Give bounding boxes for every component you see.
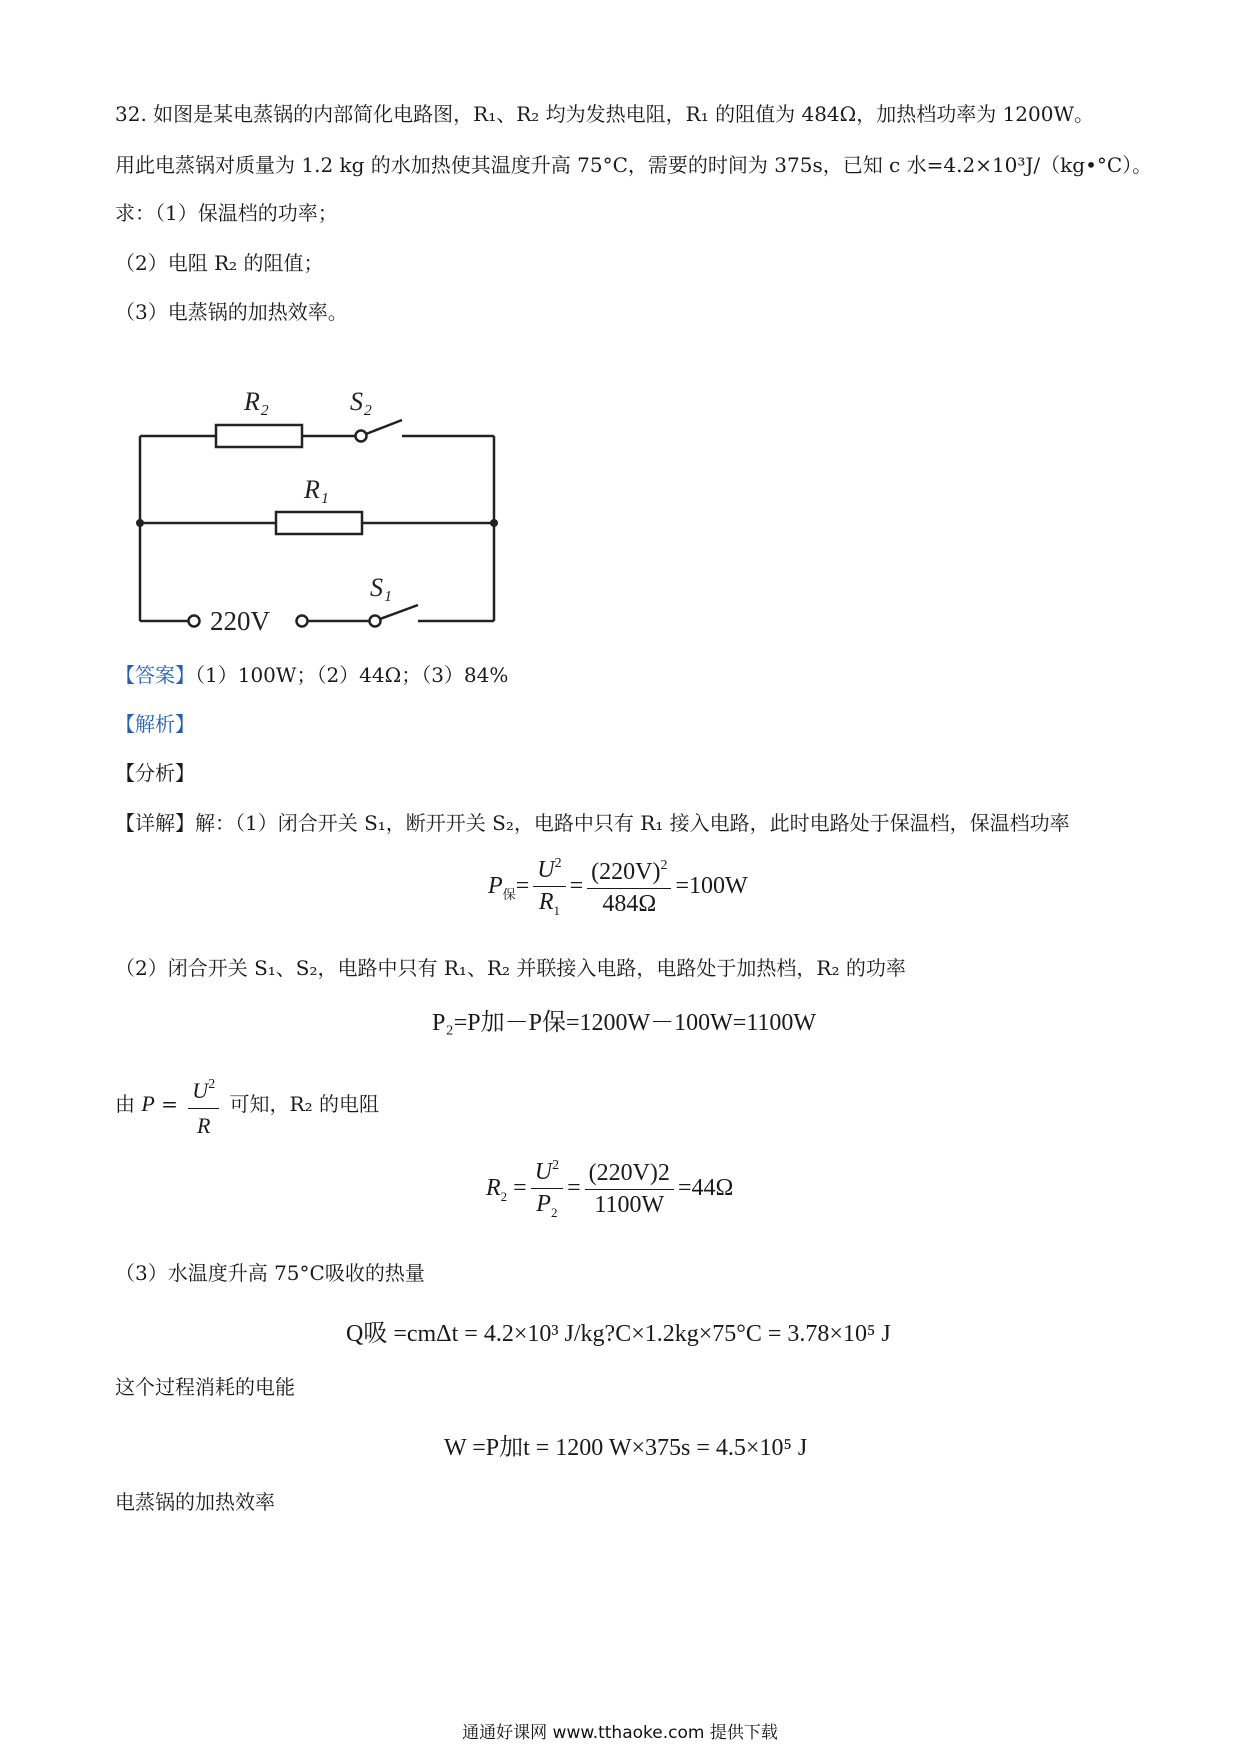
f4-lhs-sub: 2 [500, 1189, 508, 1205]
question-number: 32. [115, 102, 147, 126]
formula-heat-absorbed: Q吸 =cmΔt = 4.2×10³ J/kg?C×1.2kg×75°C = 3.78×10⁵ J [346, 1321, 891, 1347]
switch-s1-blade [380, 605, 418, 619]
question-line-1 [115, 99, 1094, 129]
f4-fraction-2: $\frac{(220V)2}{1100W}$ [585, 1160, 674, 1219]
detail-line-3: 由 P = $\frac{U^2}{R}$ 可知，R₂ 的电阻 [115, 1070, 379, 1130]
f1-lhs: P [488, 873, 503, 900]
footer-watermark: 通通好课网 www.tthaoke.com 提供下载 [462, 1723, 778, 1743]
f3-p: P [141, 1091, 155, 1116]
question-sub-1: 求：（1）保温档的功率； [115, 201, 338, 225]
f1-lhs-sub: 保 [502, 887, 516, 903]
source-terminal-left [189, 616, 200, 627]
source-terminal-right [297, 616, 308, 627]
label-s1: S₁ [370, 573, 393, 602]
f4-fraction-1: $\frac{U^2}{P_2}$ [531, 1158, 563, 1221]
label-s2: S₂ [350, 387, 373, 416]
f4-lhs: R [486, 1175, 501, 1202]
detail-line-4: （3）水温度升高 75°C吸收的热量 [115, 1261, 425, 1285]
question-sub-2: （2）电阻 R₂ 的阻值； [115, 251, 324, 275]
question-text-1: 如图是某电蒸锅的内部简化电路图，R₁、R₂ 均为发热电阻，R₁ 的阻值为 484Ω，加热档功率为 1200W。 [153, 102, 1095, 126]
f1-fraction-2: $\frac{(220V)^2}{484\Omega}$ [587, 858, 671, 918]
switch-s2-terminal [356, 431, 367, 442]
question-sub-3: （3）电蒸锅的加热效率。 [115, 300, 348, 324]
circuit-diagram [112, 368, 522, 638]
formula-electric-energy: W =P加t = 1200 W×375s = 4.5×10⁵ J [444, 1435, 808, 1461]
f3-fraction: $\frac{U^2}{R}$ [188, 1070, 219, 1141]
switch-s1-terminal [370, 616, 381, 627]
detail-line-6: 电蒸锅的加热效率 [115, 1490, 275, 1514]
formula-power-keep-warm: $P_保=$ $\frac{U^2}{R_1}$ = $\frac{(220V)^2}{484\Omega}$ =100W [488, 856, 748, 918]
analysis-tag: 【解析】 [115, 712, 195, 736]
junction-left [136, 519, 144, 527]
detail-line-2: （2）闭合开关 S₁、S₂，电路中只有 R₁、R₂ 并联接入电路，电路处于加热档，R₂ 的功率 [115, 956, 906, 980]
question-line-2: 用此电蒸锅对质量为 1.2 kg 的水加热使其温度升高 75°C，需要的时间为 375s，已知 c 水=4.2×10³J/（kg•°C）。 [115, 153, 1153, 177]
answer-line [115, 660, 508, 690]
label-r2: R₂ [244, 387, 269, 416]
switch-s2-blade [366, 420, 402, 434]
detail-tag: 【详解】 [115, 811, 195, 835]
f4-result: =44Ω [677, 1175, 734, 1202]
resistor-r1 [276, 512, 362, 534]
detail-part-3-suffix: 可知，R₂ 的电阻 [229, 1092, 379, 1116]
detail-line-1 [115, 808, 1070, 838]
answer-text: （1）100W；（2）44Ω；（3）84% [195, 663, 509, 687]
answer-tag: 【答案】 [115, 663, 195, 687]
formula-resistance-r2: $R_2$ = $\frac{U^2}{P_2}$ = $\frac{(220V)2}{1100W}$ =44Ω [486, 1158, 734, 1220]
label-source: 220V [210, 606, 270, 636]
junction-right [490, 519, 498, 527]
f1-result: =100W [675, 873, 748, 900]
formula-power-r2: P₂=P加－P保=1200W－100W=1100W [432, 1010, 817, 1036]
detail-line-5: 这个过程消耗的电能 [115, 1375, 295, 1399]
fenxi-tag: 【分析】 [115, 761, 195, 785]
resistor-r2 [216, 425, 302, 447]
f1-fraction-1: $\frac{U^2}{R_1}$ [533, 856, 565, 919]
detail-part-1: 解：（1）闭合开关 S₁，断开开关 S₂，电路中只有 R₁ 接入电路，此时电路处于保温档，保温档功率 [195, 811, 1070, 835]
label-r1: R₁ [304, 475, 329, 504]
detail-part-3-prefix: 由 [115, 1092, 135, 1116]
